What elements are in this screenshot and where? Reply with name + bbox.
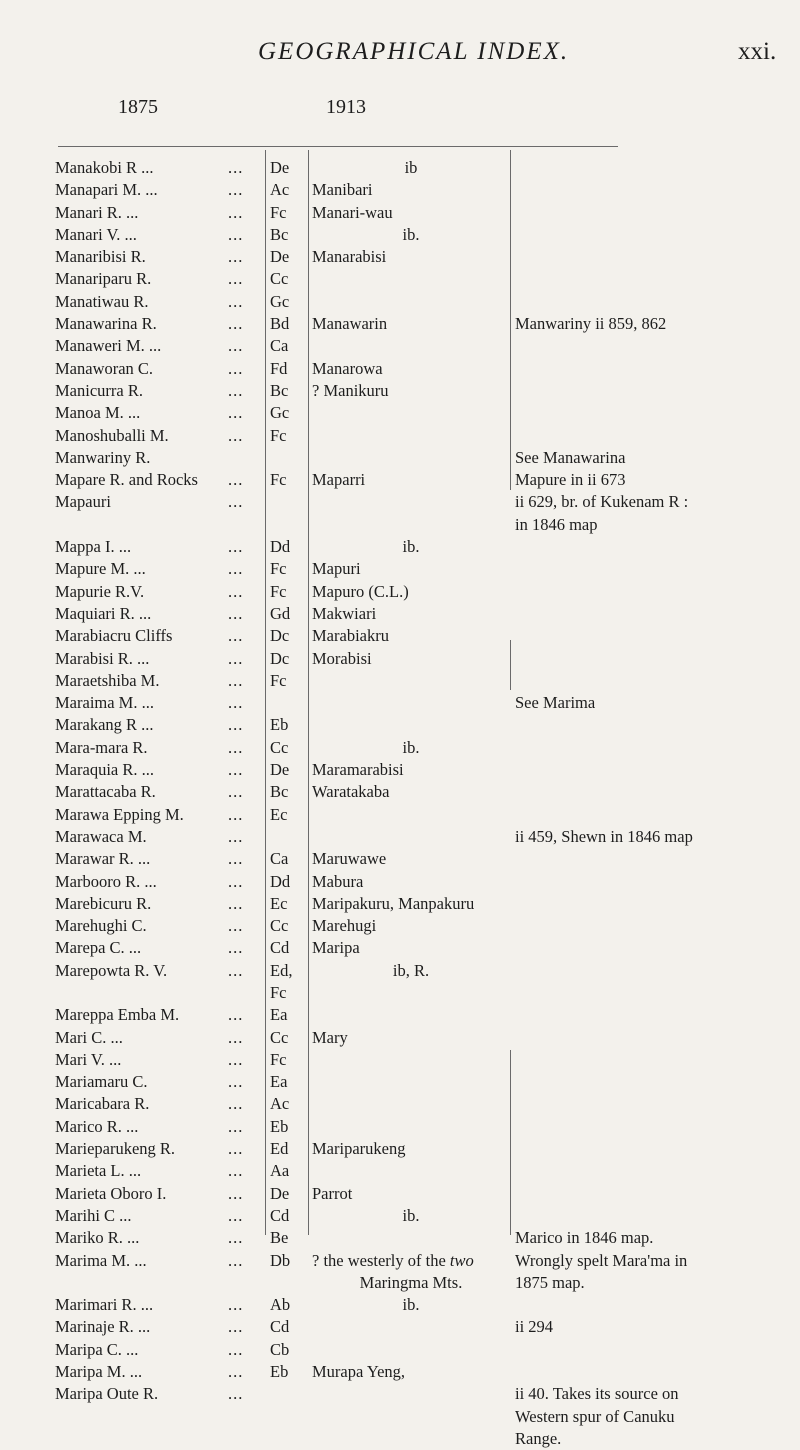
leader-dots: ...: [228, 492, 244, 512]
entry-name-1875: Maripa C. ...: [55, 1339, 139, 1359]
year-1913-heading: 1913: [326, 96, 366, 118]
map-square-code: Fc: [270, 202, 287, 222]
entry-name-1875: Mapare R. and Rocks: [55, 470, 198, 490]
leader-dots: ...: [228, 1005, 244, 1025]
map-square-code: Ea: [270, 1005, 288, 1025]
table-row: [0, 871, 800, 893]
leader-dots: ...: [228, 180, 244, 200]
map-square-code: De: [270, 158, 290, 177]
entry-name-1875: Marehughi C.: [55, 916, 147, 936]
entry-name-1913: Maramarabisi: [312, 760, 404, 780]
map-square-code: Cd: [270, 1205, 290, 1225]
table-row: [0, 246, 800, 268]
entry-name-1875: Manapari M. ...: [55, 180, 158, 200]
map-square-code: Fc: [270, 670, 287, 690]
table-row: [0, 1428, 800, 1450]
entry-name-1875: Manaweri M. ...: [55, 336, 162, 356]
map-square-code: Ab: [270, 1295, 291, 1315]
entry-note: Range.: [515, 1428, 562, 1448]
map-square-code: Db: [270, 1250, 291, 1270]
table-row: [0, 491, 800, 513]
leader-dots: ...: [228, 537, 244, 557]
entry-name-1875: Marabisi R. ...: [55, 648, 150, 668]
entry-note: ii 629, br. of Kukenam R :: [515, 492, 689, 512]
entry-name-1875: Marico R. ...: [55, 1116, 139, 1136]
entry-note: Western spur of Canuku: [515, 1406, 675, 1426]
entry-note: Marico in 1846 map.: [515, 1228, 654, 1248]
entry-name-1875: Maripa M. ...: [55, 1362, 143, 1382]
leader-dots: ...: [228, 826, 244, 846]
table-row: [0, 358, 800, 380]
table-row: [0, 268, 800, 290]
map-square-code: Eb: [270, 715, 289, 735]
leader-dots: ...: [228, 581, 244, 601]
leader-dots: ...: [228, 849, 244, 869]
map-square-code: Gd: [270, 603, 291, 623]
table-row: [0, 425, 800, 447]
entry-name-1875: Marebicuru R.: [55, 893, 152, 913]
map-square-code: Bc: [270, 380, 289, 400]
entry-name-1875: Marimari R. ...: [55, 1295, 154, 1315]
table-row: [0, 826, 800, 848]
map-square-code: Dd: [270, 537, 291, 557]
table-row: [0, 1294, 800, 1316]
leader-dots: ...: [228, 1139, 244, 1159]
entry-name-1913: ? Manikuru: [312, 380, 389, 400]
table-row: [0, 1250, 800, 1272]
table-row: [0, 402, 800, 424]
table-row: [0, 648, 800, 670]
leader-dots: ...: [228, 1094, 244, 1114]
entry-name-1913: Morabisi: [312, 648, 372, 668]
entry-name-1875: Maripa Oute R.: [55, 1384, 159, 1404]
entry-name-1913: Maringma Mts.: [359, 1272, 463, 1292]
table-row: [0, 1116, 800, 1138]
entry-name-1875: Manaworan C.: [55, 358, 154, 378]
entry-name-1875: Maricabara R.: [55, 1094, 150, 1114]
map-square-code: Dc: [270, 648, 290, 668]
leader-dots: ...: [228, 648, 244, 668]
entry-name-1913: Maparri: [312, 470, 366, 490]
entry-name-1913: Murapa Yeng,: [312, 1362, 406, 1382]
table-row: [0, 1160, 800, 1182]
entry-name-1913: Mary: [312, 1027, 348, 1047]
entry-name-1875: Marepowta R. V.: [55, 960, 168, 980]
map-square-code: Fd: [270, 358, 288, 378]
table-row: [0, 804, 800, 826]
leader-dots: ...: [228, 1339, 244, 1359]
leader-dots: ...: [228, 202, 244, 222]
table-row: [0, 1004, 800, 1026]
map-square-code: Ec: [270, 893, 288, 913]
map-square-code: Bc: [270, 782, 289, 802]
table-row: [0, 313, 800, 335]
map-square-code: Cd: [270, 1317, 290, 1337]
table-row: [0, 581, 800, 603]
map-square-code: Eb: [270, 1116, 289, 1136]
table-row: [0, 1027, 800, 1049]
entry-name-1875: Marawa Epping M.: [55, 804, 184, 824]
map-square-code: Gc: [270, 403, 290, 423]
entry-name-1913: ib.: [402, 1295, 420, 1315]
table-row: [0, 1383, 800, 1405]
entry-note: Wrongly spelt Mara'ma in: [515, 1250, 688, 1270]
leader-dots: ...: [228, 559, 244, 579]
entry-name-1875: Marieparukeng R.: [55, 1139, 176, 1159]
map-square-code: Bc: [270, 224, 289, 244]
entry-name-1875: Marima M. ...: [55, 1250, 147, 1270]
leader-dots: ...: [228, 247, 244, 267]
entry-name-1913: Mapuro (C.L.): [312, 581, 409, 601]
entry-name-1913: Mariparukeng: [312, 1139, 406, 1159]
header-rule: [58, 146, 618, 147]
table-row: [0, 937, 800, 959]
entry-name-1913: ib.: [402, 737, 420, 757]
map-square-code: Fc: [270, 581, 287, 601]
map-square-code: De: [270, 760, 290, 780]
table-row: [0, 536, 800, 558]
leader-dots: ...: [228, 1049, 244, 1069]
entry-name-1875: Manaribisi R.: [55, 247, 146, 267]
map-square-code: Ed,: [270, 960, 293, 980]
table-row: [0, 157, 800, 179]
table-row: [0, 1316, 800, 1338]
map-square-code: Cb: [270, 1339, 290, 1359]
entry-name-1913: Waratakaba: [312, 782, 390, 802]
leader-dots: ...: [228, 626, 244, 646]
table-row: [0, 335, 800, 357]
entry-note: ii 40. Takes its source on: [515, 1384, 679, 1404]
leader-dots: ...: [228, 916, 244, 936]
page-title: GEOGRAPHICAL INDEX.: [258, 38, 570, 65]
table-row: [0, 1093, 800, 1115]
map-square-code: Aa: [270, 1161, 290, 1181]
leader-dots: ...: [228, 291, 244, 311]
entry-name-1913-italic: two: [449, 1250, 474, 1270]
entry-note: See Manawarina: [515, 447, 626, 467]
entry-name-1913: Makwiari: [312, 603, 377, 623]
entry-name-1875: Manoa M. ...: [55, 403, 141, 423]
map-square-code: Dd: [270, 871, 291, 891]
leader-dots: ...: [228, 380, 244, 400]
map-square-code: De: [270, 247, 290, 267]
map-square-code: Ea: [270, 1072, 288, 1092]
entry-name-1913: ib.: [402, 1205, 420, 1225]
leader-dots: ...: [228, 403, 244, 423]
map-square-code: Ac: [270, 1094, 290, 1114]
table-row: [0, 848, 800, 870]
entry-name-1875: Marieta L. ...: [55, 1161, 142, 1181]
table-row: [0, 224, 800, 246]
table-row: [0, 1361, 800, 1383]
table-row: [0, 558, 800, 580]
entry-name-1875: Manakobi R ...: [55, 158, 154, 177]
leader-dots: ...: [228, 938, 244, 958]
entry-note: Mapure in ii 673: [515, 470, 626, 490]
leader-dots: ...: [228, 693, 244, 713]
leader-dots: ...: [228, 737, 244, 757]
entry-note: Manwariny ii 859, 862: [515, 314, 667, 334]
entry-name-1875: Mara-mara R.: [55, 737, 148, 757]
entry-name-1913: Maripakuru, Manpakuru: [312, 893, 475, 913]
map-square-code: Fc: [270, 1049, 287, 1069]
table-row: [0, 1071, 800, 1093]
table-row: [0, 759, 800, 781]
entry-name-1875: Mapure M. ...: [55, 559, 146, 579]
table-row: [0, 603, 800, 625]
leader-dots: ...: [228, 1384, 244, 1404]
entry-name-1875: Mariamaru C.: [55, 1072, 148, 1092]
table-row: [0, 380, 800, 402]
leader-dots: ...: [228, 269, 244, 289]
entry-name-1875: Manari R. ...: [55, 202, 139, 222]
entry-name-1875: Marieta Oboro I.: [55, 1183, 167, 1203]
entry-name-1875: Mappa I. ...: [55, 537, 132, 557]
table-row: [0, 1205, 800, 1227]
table-row: [0, 514, 800, 536]
entry-name-1913: Mapuri: [312, 559, 361, 579]
leader-dots: ...: [228, 1205, 244, 1225]
leader-dots: ...: [228, 1295, 244, 1315]
leader-dots: ...: [228, 1072, 244, 1092]
entry-name-1875: Mari C. ...: [55, 1027, 123, 1047]
page-header: [0, 38, 800, 78]
map-square-code: Ec: [270, 804, 288, 824]
leader-dots: ...: [228, 960, 244, 980]
map-square-code: Ed: [270, 1139, 289, 1159]
map-square-code: Gc: [270, 291, 290, 311]
entry-name-1875: Maraetshiba M.: [55, 670, 160, 690]
table-row: [0, 625, 800, 647]
leader-dots: ...: [228, 871, 244, 891]
entry-name-1913: Manarabisi: [312, 247, 387, 267]
leader-dots: ...: [228, 158, 244, 177]
table-row: [0, 781, 800, 803]
entry-name-1913: Marehugi: [312, 916, 377, 936]
entry-name-1913: Manibari: [312, 180, 373, 200]
entry-name-1875: Maquiari R. ...: [55, 603, 152, 623]
entry-name-1875: Manariparu R.: [55, 269, 152, 289]
map-square-code: Ca: [270, 849, 289, 869]
map-square-code: Fc: [270, 559, 287, 579]
leader-dots: ...: [228, 1161, 244, 1181]
entry-name-1913: Manawarin: [312, 314, 388, 334]
table-row: [0, 179, 800, 201]
map-square-code: Eb: [270, 1362, 289, 1382]
leader-dots: ...: [228, 1116, 244, 1136]
table-row: [0, 1406, 800, 1428]
entry-name-1875: Marihi C ...: [55, 1205, 132, 1225]
entry-name-1875: Mariko R. ...: [55, 1228, 140, 1248]
entry-name-1875: Marabiacru Cliffs: [55, 626, 173, 646]
table-row: [0, 291, 800, 313]
leader-dots: ...: [228, 358, 244, 378]
map-square-code: Bd: [270, 314, 290, 334]
leader-dots: ...: [228, 1027, 244, 1047]
entry-name-1913: Manari-wau: [312, 202, 393, 222]
map-square-code: Cc: [270, 269, 289, 289]
leader-dots: ...: [228, 336, 244, 356]
table-row: [0, 1183, 800, 1205]
entry-name-1913: Maripa: [312, 938, 360, 958]
year-1875-heading: 1875: [118, 96, 158, 118]
leader-dots: ...: [228, 670, 244, 690]
table-row: [0, 202, 800, 224]
entry-name-1875: Marbooro R. ...: [55, 871, 157, 891]
map-square-code: Dc: [270, 626, 290, 646]
entry-name-1913: Marabiakru: [312, 626, 389, 646]
page-number: xxi.: [738, 38, 777, 65]
leader-dots: ...: [228, 224, 244, 244]
leader-dots: ...: [228, 314, 244, 334]
table-row: [0, 982, 800, 1004]
map-square-code: Be: [270, 1228, 289, 1248]
map-square-code: Cd: [270, 938, 290, 958]
leader-dots: ...: [228, 760, 244, 780]
entry-note: 1875 map.: [515, 1272, 585, 1292]
entry-note: See Marima: [515, 693, 596, 713]
entry-name-1875: Manoshuballi M.: [55, 425, 169, 445]
table-row: [0, 1138, 800, 1160]
leader-dots: ...: [228, 1228, 244, 1248]
entry-name-1875: Manicurra R.: [55, 380, 143, 400]
table-row: [0, 670, 800, 692]
entry-name-1875: Mareppa Emba M.: [55, 1005, 180, 1025]
entry-name-1875: Manari V. ...: [55, 224, 137, 244]
entry-name-1913: Parrot: [312, 1183, 353, 1203]
entry-name-1875: Maraima M. ...: [55, 693, 154, 713]
map-square-code: Ac: [270, 180, 290, 200]
map-square-code: Cc: [270, 737, 289, 757]
entry-name-1875: Mapurie R.V.: [55, 581, 145, 601]
entry-name-1913: Maruwawe: [312, 849, 387, 869]
entry-name-1875: Marawaca M.: [55, 826, 147, 846]
leader-dots: ...: [228, 1183, 244, 1203]
table-row: [0, 915, 800, 937]
leader-dots: ...: [228, 1250, 244, 1270]
table-row: [0, 1339, 800, 1361]
entry-note: in 1846 map: [515, 514, 598, 534]
entry-name-1913: ib: [404, 158, 418, 177]
entry-name-1875: Manwariny R.: [55, 447, 151, 467]
leader-dots: ...: [228, 1317, 244, 1337]
entry-name-1875: Marattacaba R.: [55, 782, 156, 802]
leader-dots: ...: [228, 603, 244, 623]
map-square-code: Cc: [270, 1027, 289, 1047]
entry-note: ii 294: [515, 1317, 554, 1337]
table-row: [0, 714, 800, 736]
table-row: [0, 1227, 800, 1249]
entry-name-1913: Manarowa: [312, 358, 383, 378]
table-row: [0, 692, 800, 714]
entry-name-1875: Manatiwau R.: [55, 291, 149, 311]
leader-dots: ...: [228, 470, 244, 490]
entry-name-1875: Marinaje R. ...: [55, 1317, 151, 1337]
entry-name-1913: ? the westerly of the two: [312, 1250, 474, 1270]
table-row: [0, 960, 800, 982]
entry-name-1913: ib.: [402, 537, 420, 557]
entry-note: ii 459, Shewn in 1846 map: [515, 826, 693, 846]
leader-dots: ...: [228, 425, 244, 445]
entry-name-1913: ib, R.: [392, 960, 430, 980]
entry-name-1875: Marakang R ...: [55, 715, 154, 735]
map-square-code: Fc: [270, 425, 287, 445]
entry-name-1875: Manawarina R.: [55, 314, 157, 334]
entry-name-1875: Mapauri: [55, 492, 111, 512]
table-row: [0, 893, 800, 915]
table-row: [0, 737, 800, 759]
map-square-code: Cc: [270, 916, 289, 936]
leader-dots: ...: [228, 782, 244, 802]
table-row: [0, 1272, 800, 1294]
table-row: [0, 469, 800, 491]
entry-name-1875: Marepa C. ...: [55, 938, 142, 958]
index-table: [0, 157, 800, 1450]
map-square-code: Fc: [270, 470, 287, 490]
leader-dots: ...: [228, 1362, 244, 1382]
leader-dots: ...: [228, 715, 244, 735]
entry-name-1913: ib.: [402, 224, 420, 244]
map-square-code: De: [270, 1183, 290, 1203]
map-square-code: Ca: [270, 336, 289, 356]
table-row: [0, 447, 800, 469]
entry-name-1913: Mabura: [312, 871, 364, 891]
entry-name-1875: Marawar R. ...: [55, 849, 151, 869]
leader-dots: ...: [228, 804, 244, 824]
map-square-code: Fc: [270, 982, 287, 1002]
table-row: [0, 1049, 800, 1071]
entry-name-1875: Mari V. ...: [55, 1049, 122, 1069]
entry-name-1875: Maraquia R. ...: [55, 760, 154, 780]
leader-dots: ...: [228, 893, 244, 913]
